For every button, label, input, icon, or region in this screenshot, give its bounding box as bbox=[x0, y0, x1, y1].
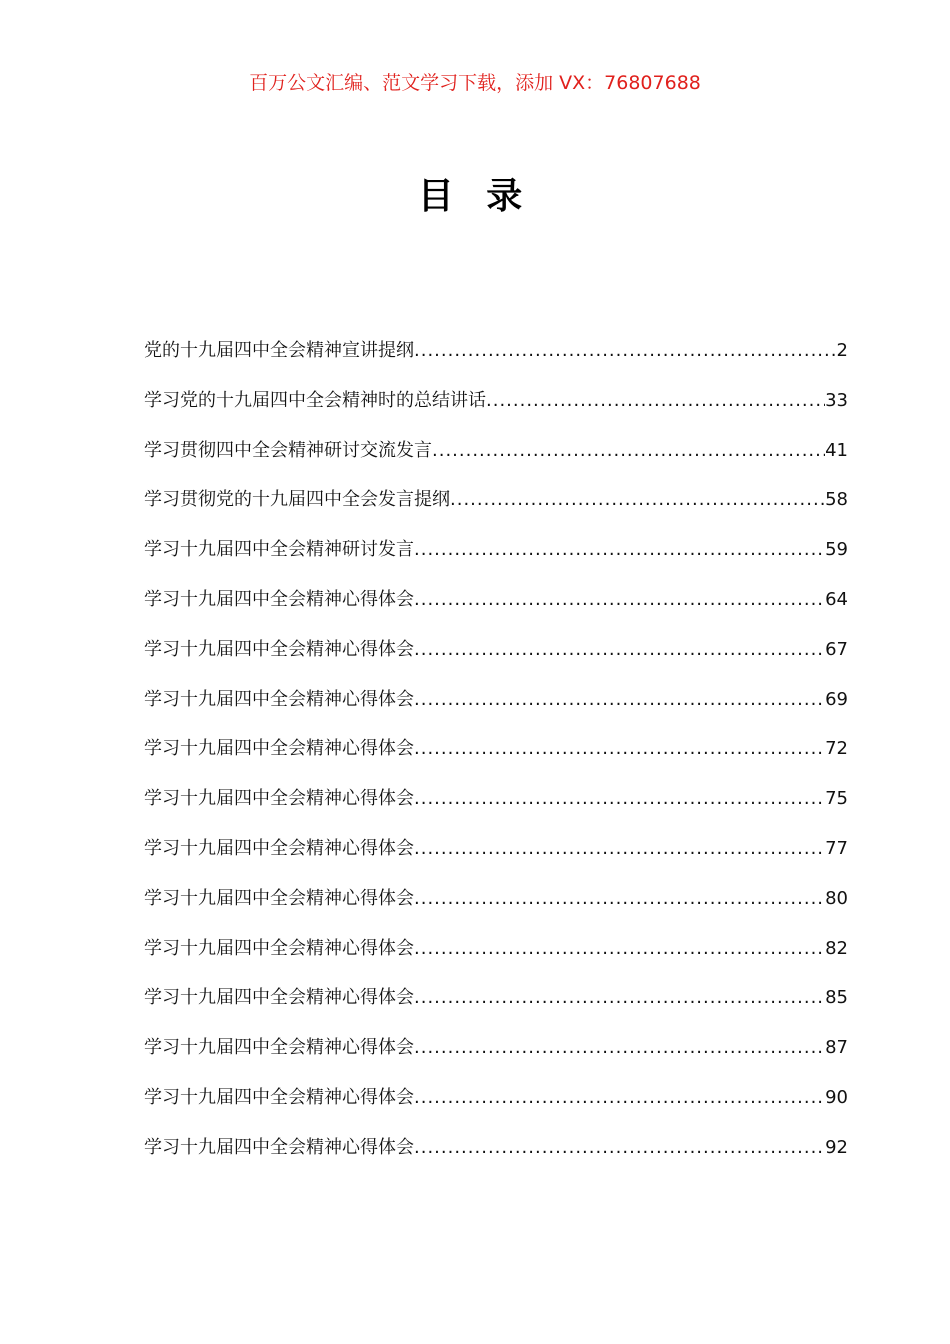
toc-entry[interactable] bbox=[144, 436, 848, 486]
toc-entry-title: 学习十九届四中全会精神心得体会 bbox=[144, 887, 414, 909]
toc-entry-title: 党的十九届四中全会精神宣讲提纲 bbox=[144, 340, 414, 361]
toc-entry-title: 学习十九届四中全会精神心得体会 bbox=[144, 1037, 414, 1059]
toc-entry-page: 41 bbox=[825, 439, 848, 461]
toc-leader-dots bbox=[414, 1137, 825, 1158]
toc-entry-page: 58 bbox=[825, 489, 848, 511]
toc-entry[interactable] bbox=[144, 585, 848, 635]
toc-entry-title: 学习十九届四中全会精神心得体会 bbox=[144, 1086, 414, 1108]
toc-leader-dots bbox=[414, 987, 825, 1008]
toc-leader-dots bbox=[414, 340, 837, 361]
toc-leader-dots bbox=[450, 489, 825, 510]
toc-entry-title: 学习贯彻四中全会精神研讨交流发言 bbox=[144, 439, 432, 461]
toc-entry-page: 33 bbox=[825, 389, 848, 411]
toc-entry-title: 学习十九届四中全会精神心得体会 bbox=[144, 937, 414, 959]
toc-entry-title: 学习十九届四中全会精神心得体会 bbox=[144, 987, 414, 1009]
toc-leader-dots bbox=[414, 788, 825, 809]
toc-entry-page: 82 bbox=[825, 937, 848, 959]
toc-entry[interactable] bbox=[144, 983, 848, 1033]
toc-entry[interactable] bbox=[144, 685, 848, 735]
toc-entry[interactable] bbox=[144, 1083, 848, 1133]
toc-entry-title: 学习十九届四中全会精神心得体会 bbox=[144, 837, 414, 859]
toc-entry-title: 学习党的十九届四中全会精神时的总结讲话 bbox=[144, 389, 486, 411]
toc-entry-page: 67 bbox=[825, 638, 848, 660]
toc-leader-dots bbox=[414, 1037, 825, 1058]
toc-leader-dots bbox=[414, 539, 825, 560]
toc-entry[interactable] bbox=[144, 535, 848, 585]
toc-leader-dots bbox=[414, 738, 825, 759]
toc-entry[interactable] bbox=[144, 386, 848, 436]
toc-leader-dots bbox=[414, 639, 825, 660]
toc-leader-dots bbox=[414, 589, 825, 610]
toc-entry-page: 2 bbox=[836, 340, 848, 361]
toc-entry-page: 80 bbox=[825, 887, 848, 909]
toc-leader-dots bbox=[414, 1087, 825, 1108]
toc-entry-page: 64 bbox=[825, 588, 848, 610]
toc-entry[interactable] bbox=[144, 1033, 848, 1083]
toc-entry[interactable] bbox=[144, 1133, 848, 1183]
toc-entry-title: 学习贯彻党的十九届四中全会发言提纲 bbox=[144, 489, 450, 511]
toc-leader-dots bbox=[414, 689, 825, 710]
toc-entry[interactable] bbox=[144, 784, 848, 834]
toc-leader-dots bbox=[414, 838, 825, 859]
toc-entry-page: 92 bbox=[825, 1136, 848, 1158]
header-banner: 百万公文汇编、范文学习下载，添加 VX：76807688 bbox=[249, 72, 701, 94]
toc-entry-page: 72 bbox=[825, 738, 848, 760]
toc-entry-page: 77 bbox=[825, 837, 848, 859]
toc-entry[interactable] bbox=[144, 884, 848, 934]
toc-entry[interactable] bbox=[144, 485, 848, 535]
toc-leader-dots bbox=[414, 888, 825, 909]
toc-entry[interactable] bbox=[144, 336, 848, 386]
toc-entry[interactable] bbox=[144, 834, 848, 884]
toc-entry[interactable] bbox=[144, 635, 848, 685]
toc-entry[interactable] bbox=[144, 734, 848, 784]
table-of-contents bbox=[144, 336, 848, 1183]
toc-entry-page: 69 bbox=[825, 688, 848, 710]
toc-entry-page: 75 bbox=[825, 788, 848, 810]
toc-entry-title: 学习十九届四中全会精神研讨发言 bbox=[144, 539, 414, 561]
toc-entry[interactable] bbox=[144, 934, 848, 984]
toc-entry-title: 学习十九届四中全会精神心得体会 bbox=[144, 588, 414, 610]
toc-entry-page: 90 bbox=[825, 1086, 848, 1108]
toc-entry-page: 59 bbox=[825, 539, 848, 561]
toc-entry-title: 学习十九届四中全会精神心得体会 bbox=[144, 688, 414, 710]
toc-leader-dots bbox=[486, 390, 825, 411]
toc-entry-title: 学习十九届四中全会精神心得体会 bbox=[144, 738, 414, 760]
toc-leader-dots bbox=[414, 938, 825, 959]
toc-entry-page: 85 bbox=[825, 987, 848, 1009]
toc-entry-page: 87 bbox=[825, 1037, 848, 1059]
toc-entry-title: 学习十九届四中全会精神心得体会 bbox=[144, 788, 414, 810]
page-title: 目 录 bbox=[417, 176, 533, 217]
toc-entry-title: 学习十九届四中全会精神心得体会 bbox=[144, 638, 414, 660]
toc-entry-title: 学习十九届四中全会精神心得体会 bbox=[144, 1136, 414, 1158]
toc-leader-dots bbox=[432, 440, 825, 461]
